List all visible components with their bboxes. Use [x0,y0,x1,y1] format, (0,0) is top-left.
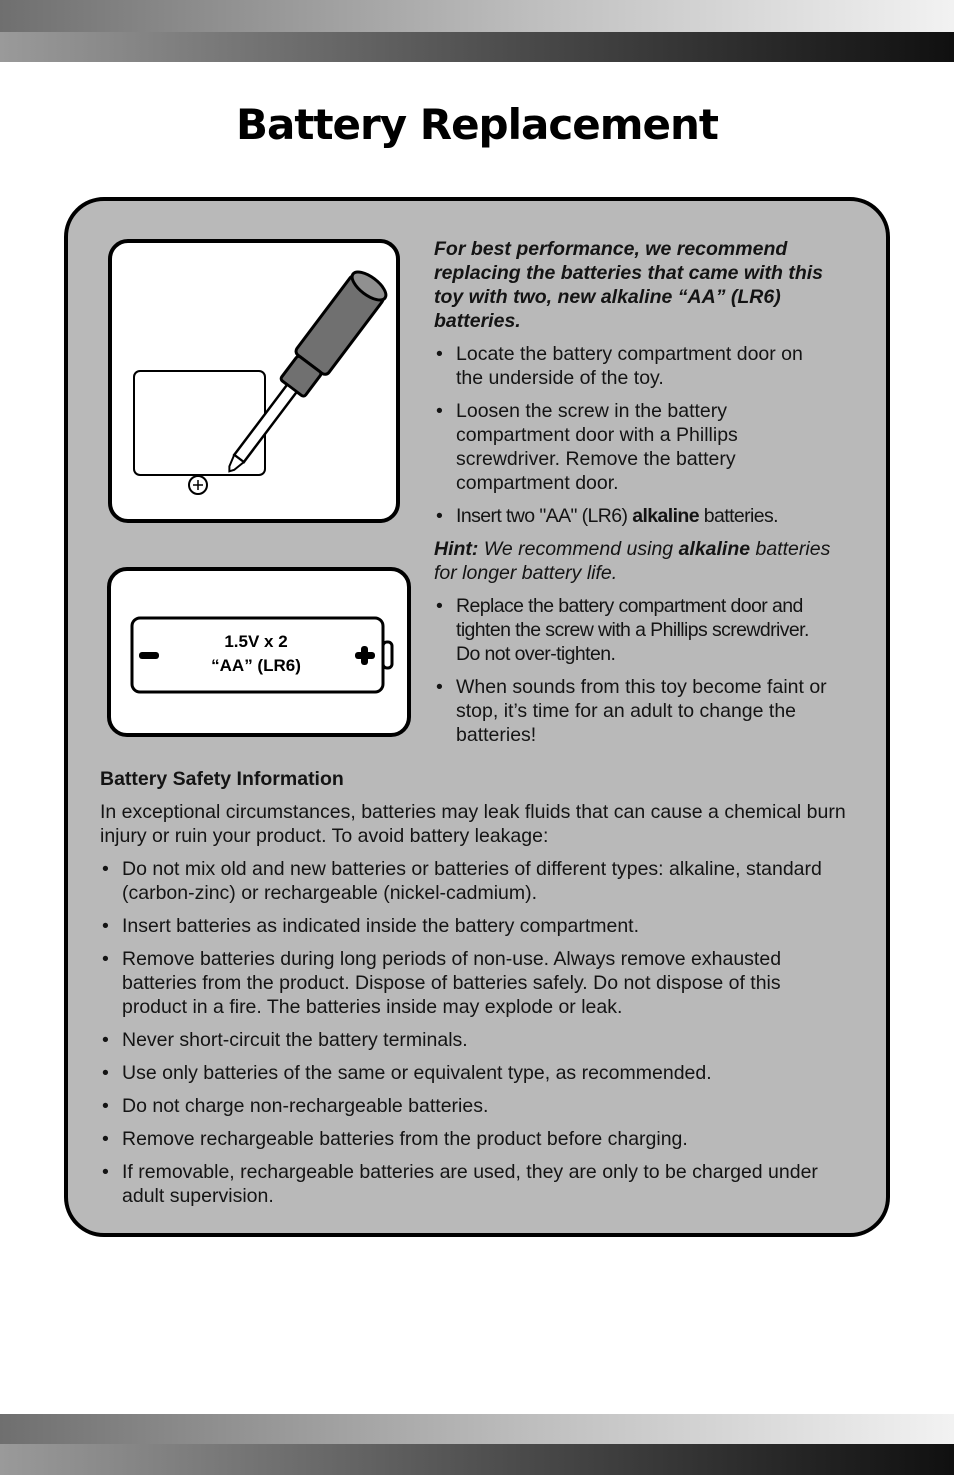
screwdriver-icon [112,243,396,519]
hint-body: batteries for longer battery life. [434,538,831,584]
hint-text [434,537,834,585]
safety-heading: Battery Safety Information [100,768,344,790]
step-item: • Locate the battery compartment door on the underside of the toy. [434,342,834,390]
safety-section [100,767,850,1217]
intro-text: For best performance, we recommend replacing the batteries that came with this toy with two, new alkaline “AA” (LR6) batteries. [434,238,824,332]
replacement-instructions [434,237,834,756]
safety-item: • Use only batteries of the same or equivalent type, as recommended. [100,1061,850,1085]
hint-body: We recommend using [478,538,679,560]
footer-band-dark [0,1444,954,1475]
step-text: batteries. [698,505,778,527]
screwdriver-illustration [108,239,400,523]
footer-band-light [0,1414,954,1444]
safety-item: • Remove batteries during long periods of non-use. Always remove exhausted batteries from the product. Dispose of batteries safely. Do not dispose of this product in a fire. The batteries inside may explode or leak. [100,947,850,1019]
step-item: • Replace the battery compartment door and tighten the screw with a Phillips screwdriver. Do not over-tighten. [434,594,834,666]
safety-item: • Insert batteries as indicated inside the battery compartment. [100,914,850,938]
step-item: • Loosen the screw in the battery compartment door with a Phillips screwdriver. Remove the battery compartment door. [434,399,834,495]
step-text: Insert two "AA" (LR6) [456,505,633,527]
header-band-dark [0,32,954,62]
safety-item: • Remove rechargeable batteries from the product before charging. [100,1127,850,1151]
safety-item: • Never short-circuit the battery terminals. [100,1028,850,1052]
safety-item: • If removable, rechargeable batteries are used, they are only to be charged under adult supervision. [100,1160,850,1208]
step-emphasis: alkaline [632,505,699,527]
header-band-light [0,0,954,32]
battery-voltage: 1.5V x 2 [224,632,288,651]
safety-item: • Do not charge non-rechargeable batteries. [100,1094,850,1118]
battery-spec-label [186,630,326,678]
step-item [434,504,834,528]
hint-emphasis: alkaline [678,538,751,560]
step-item: • When sounds from this toy become faint or stop, it’s time for an adult to change the batteries! [434,675,834,747]
hint-label: Hint: [434,538,479,560]
safety-intro: In exceptional circumstances, batteries may leak fluids that can cause a chemical burn injury or ruin your product. To avoid battery leakage: [100,801,846,847]
safety-item: • Do not mix old and new batteries or batteries of different types: alkaline, standard (carbon-zinc) or rechargeable (nickel-cadmium). [100,857,850,905]
page-title: Battery Replacement [236,100,718,149]
battery-size: “AA” (LR6) [211,656,301,675]
